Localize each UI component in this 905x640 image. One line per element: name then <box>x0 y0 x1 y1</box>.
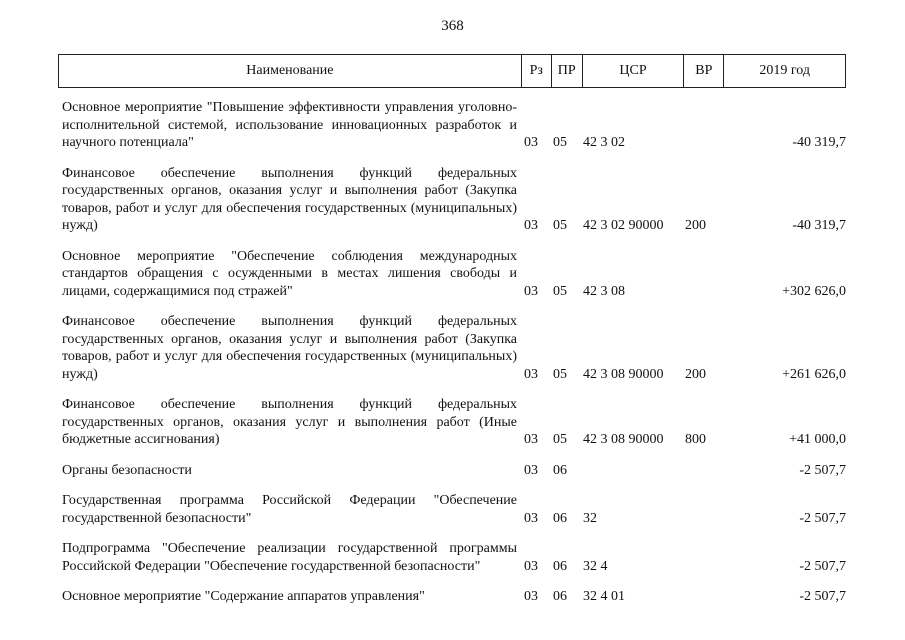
row-csr: 32 4 01 <box>583 589 625 604</box>
row-name: Финансовое обеспечение выполнения функций федеральных государственных органов, оказания услуг и выполнения работ (Иные бюджетные ассигнования) <box>62 397 517 447</box>
header-csr: ЦСР <box>582 55 684 87</box>
row-amount: -40 319,7 <box>792 135 846 150</box>
row-csr: 42 3 02 <box>583 135 625 150</box>
row-pr: 05 <box>553 366 567 382</box>
row-csr: 42 3 08 90000 <box>583 366 664 382</box>
row-csr: 32 <box>583 510 597 526</box>
table-row <box>0 492 905 527</box>
table-row <box>0 99 905 152</box>
row-amount: -2 507,7 <box>799 510 846 526</box>
table-header <box>58 54 846 88</box>
table-row <box>0 313 905 383</box>
table-body <box>0 99 905 619</box>
header-vr: ВР <box>683 55 723 87</box>
row-pr: 05 <box>553 432 567 447</box>
row-rz: 03 <box>524 283 538 299</box>
row-csr: 32 4 <box>583 558 608 574</box>
row-name: Основное мероприятие "Содержание аппаратов управления" <box>62 589 425 604</box>
row-amount: +41 000,0 <box>789 432 846 447</box>
row-pr: 06 <box>553 462 567 478</box>
header-pr: ПР <box>551 55 582 87</box>
row-amount: -2 507,7 <box>799 462 846 478</box>
header-name: Наименование <box>246 63 334 78</box>
row-amount: -40 319,7 <box>792 218 846 233</box>
row-name: Основное мероприятие "Обеспечение соблюдения международных стандартов обращения с осужденными в местах лишения свободы и лицами, содержащимися под стражей" <box>62 248 517 299</box>
row-vr: 800 <box>685 432 706 447</box>
row-amount: +261 626,0 <box>782 366 846 382</box>
row-pr: 05 <box>553 218 567 233</box>
row-pr: 06 <box>553 558 567 574</box>
row-name: Финансовое обеспечение выполнения функций федеральных государственных органов, оказания услуг и выполнения работ (Закупка товаров, работ и услуг для обеспечения государственных (муниципальных) нужд) <box>62 314 517 382</box>
table-row <box>0 396 905 449</box>
table-row <box>0 588 905 606</box>
row-name: Основное мероприятие "Повышение эффективности управления уголовно-исполнительной системой, использование инновационных разработок и научного потенциала" <box>62 100 517 150</box>
header-year: 2019 год <box>723 55 845 87</box>
row-pr: 05 <box>553 135 567 150</box>
header-rz: Рз <box>521 55 551 87</box>
table-row <box>0 540 905 575</box>
row-rz: 03 <box>524 558 538 574</box>
row-name: Финансовое обеспечение выполнения функций федеральных государственных органов, оказания услуг и выполнения работ (Закупка товаров, работ и услуг для обеспечения государственных (муниципальных) нужд) <box>62 165 517 233</box>
row-rz: 03 <box>524 218 538 233</box>
row-rz: 03 <box>524 462 538 478</box>
row-csr: 42 3 08 90000 <box>583 432 664 447</box>
row-pr: 06 <box>553 510 567 526</box>
row-rz: 03 <box>524 589 538 604</box>
row-vr: 200 <box>685 218 706 233</box>
row-amount: -2 507,7 <box>799 589 846 604</box>
row-rz: 03 <box>524 510 538 526</box>
table-row <box>0 165 905 235</box>
row-rz: 03 <box>524 432 538 447</box>
row-pr: 06 <box>553 589 567 604</box>
row-csr: 42 3 02 90000 <box>583 218 664 233</box>
page-number: 368 <box>441 18 464 34</box>
row-amount: -2 507,7 <box>799 558 846 574</box>
row-amount: +302 626,0 <box>782 283 846 299</box>
row-rz: 03 <box>524 366 538 382</box>
table-row <box>0 248 905 301</box>
row-rz: 03 <box>524 135 538 150</box>
row-name: Государственная программа Российской Федерации "Обеспечение государственной безопасности" <box>62 493 517 526</box>
table-row <box>0 462 905 480</box>
row-name: Органы безопасности <box>62 462 192 478</box>
row-csr: 42 3 08 <box>583 283 625 299</box>
row-name: Подпрограмма "Обеспечение реализации государственной программы Российской Федерации "Обеспечение государственной безопасности" <box>62 541 517 574</box>
row-pr: 05 <box>553 283 567 299</box>
row-vr: 200 <box>685 366 706 382</box>
